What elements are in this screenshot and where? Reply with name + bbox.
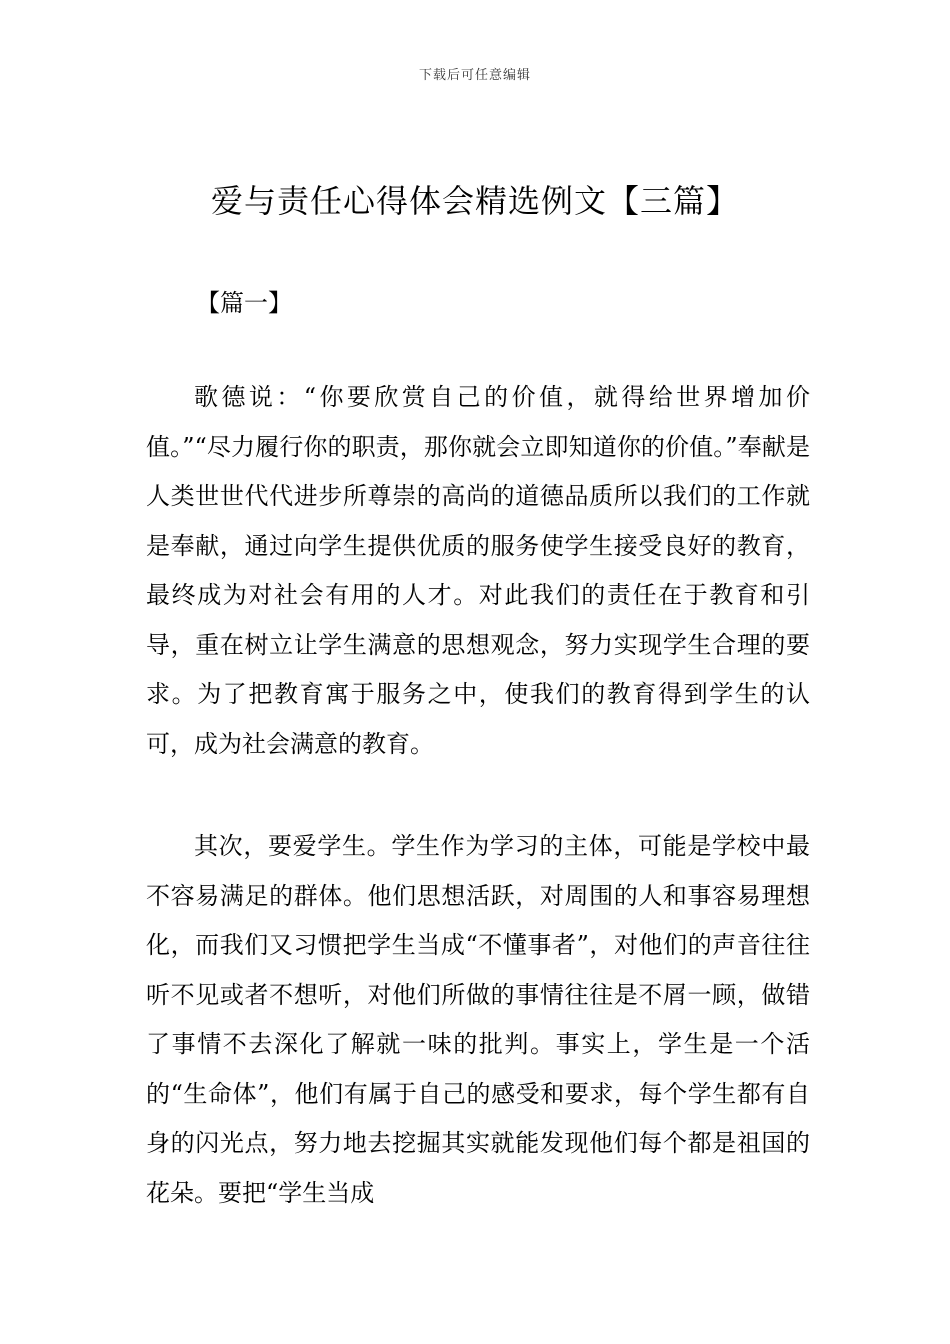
page-header-note: 下载后可任意编辑 bbox=[418, 68, 531, 83]
document-title: 爱与责任心得体会精选例文【三篇】 bbox=[210, 182, 739, 220]
section-label: 【篇一】 bbox=[196, 289, 292, 317]
body-paragraph-1: 歌德说：“你要欣赏自己的价值，就得给世界增加价值。”“尽力履行你的职责，那你就会立即知道你的价值。”奉献是人类世世代代进步所尊崇的高尚的道德品质所以我们的工作就是奉献，通过向学生提供优质的服务使学生接受良好的教育，最终成为对社会有用的人才。对此我们的责任在于教育和引导，重在树立让学生满意的思想观念，努力实现学生合理的要求。为了把教育寓于服务之中，使我们的教育得到学生的认可，成为社会满意的教育。 bbox=[146, 383, 810, 758]
body-paragraph-2: 其次，要爱学生。学生作为学习的主体，可能是学校中最不容易满足的群体。他们思想活跃，对周围的人和事容易理想化，而我们又习惯把学生当成“不懂事者”，对他们的声音往往听不见或者不想听，对他们所做的事情往往是不屑一顾，做错了事情不去深化了解就一味的批判。事实上，学生是一个活的“生命体”，他们有属于自己的感受和要求，每个学生都有自身的闪光点，努力地去挖掘其实就能发现他们每个都是祖国的花朵。要把“学生当成 bbox=[146, 832, 810, 1207]
